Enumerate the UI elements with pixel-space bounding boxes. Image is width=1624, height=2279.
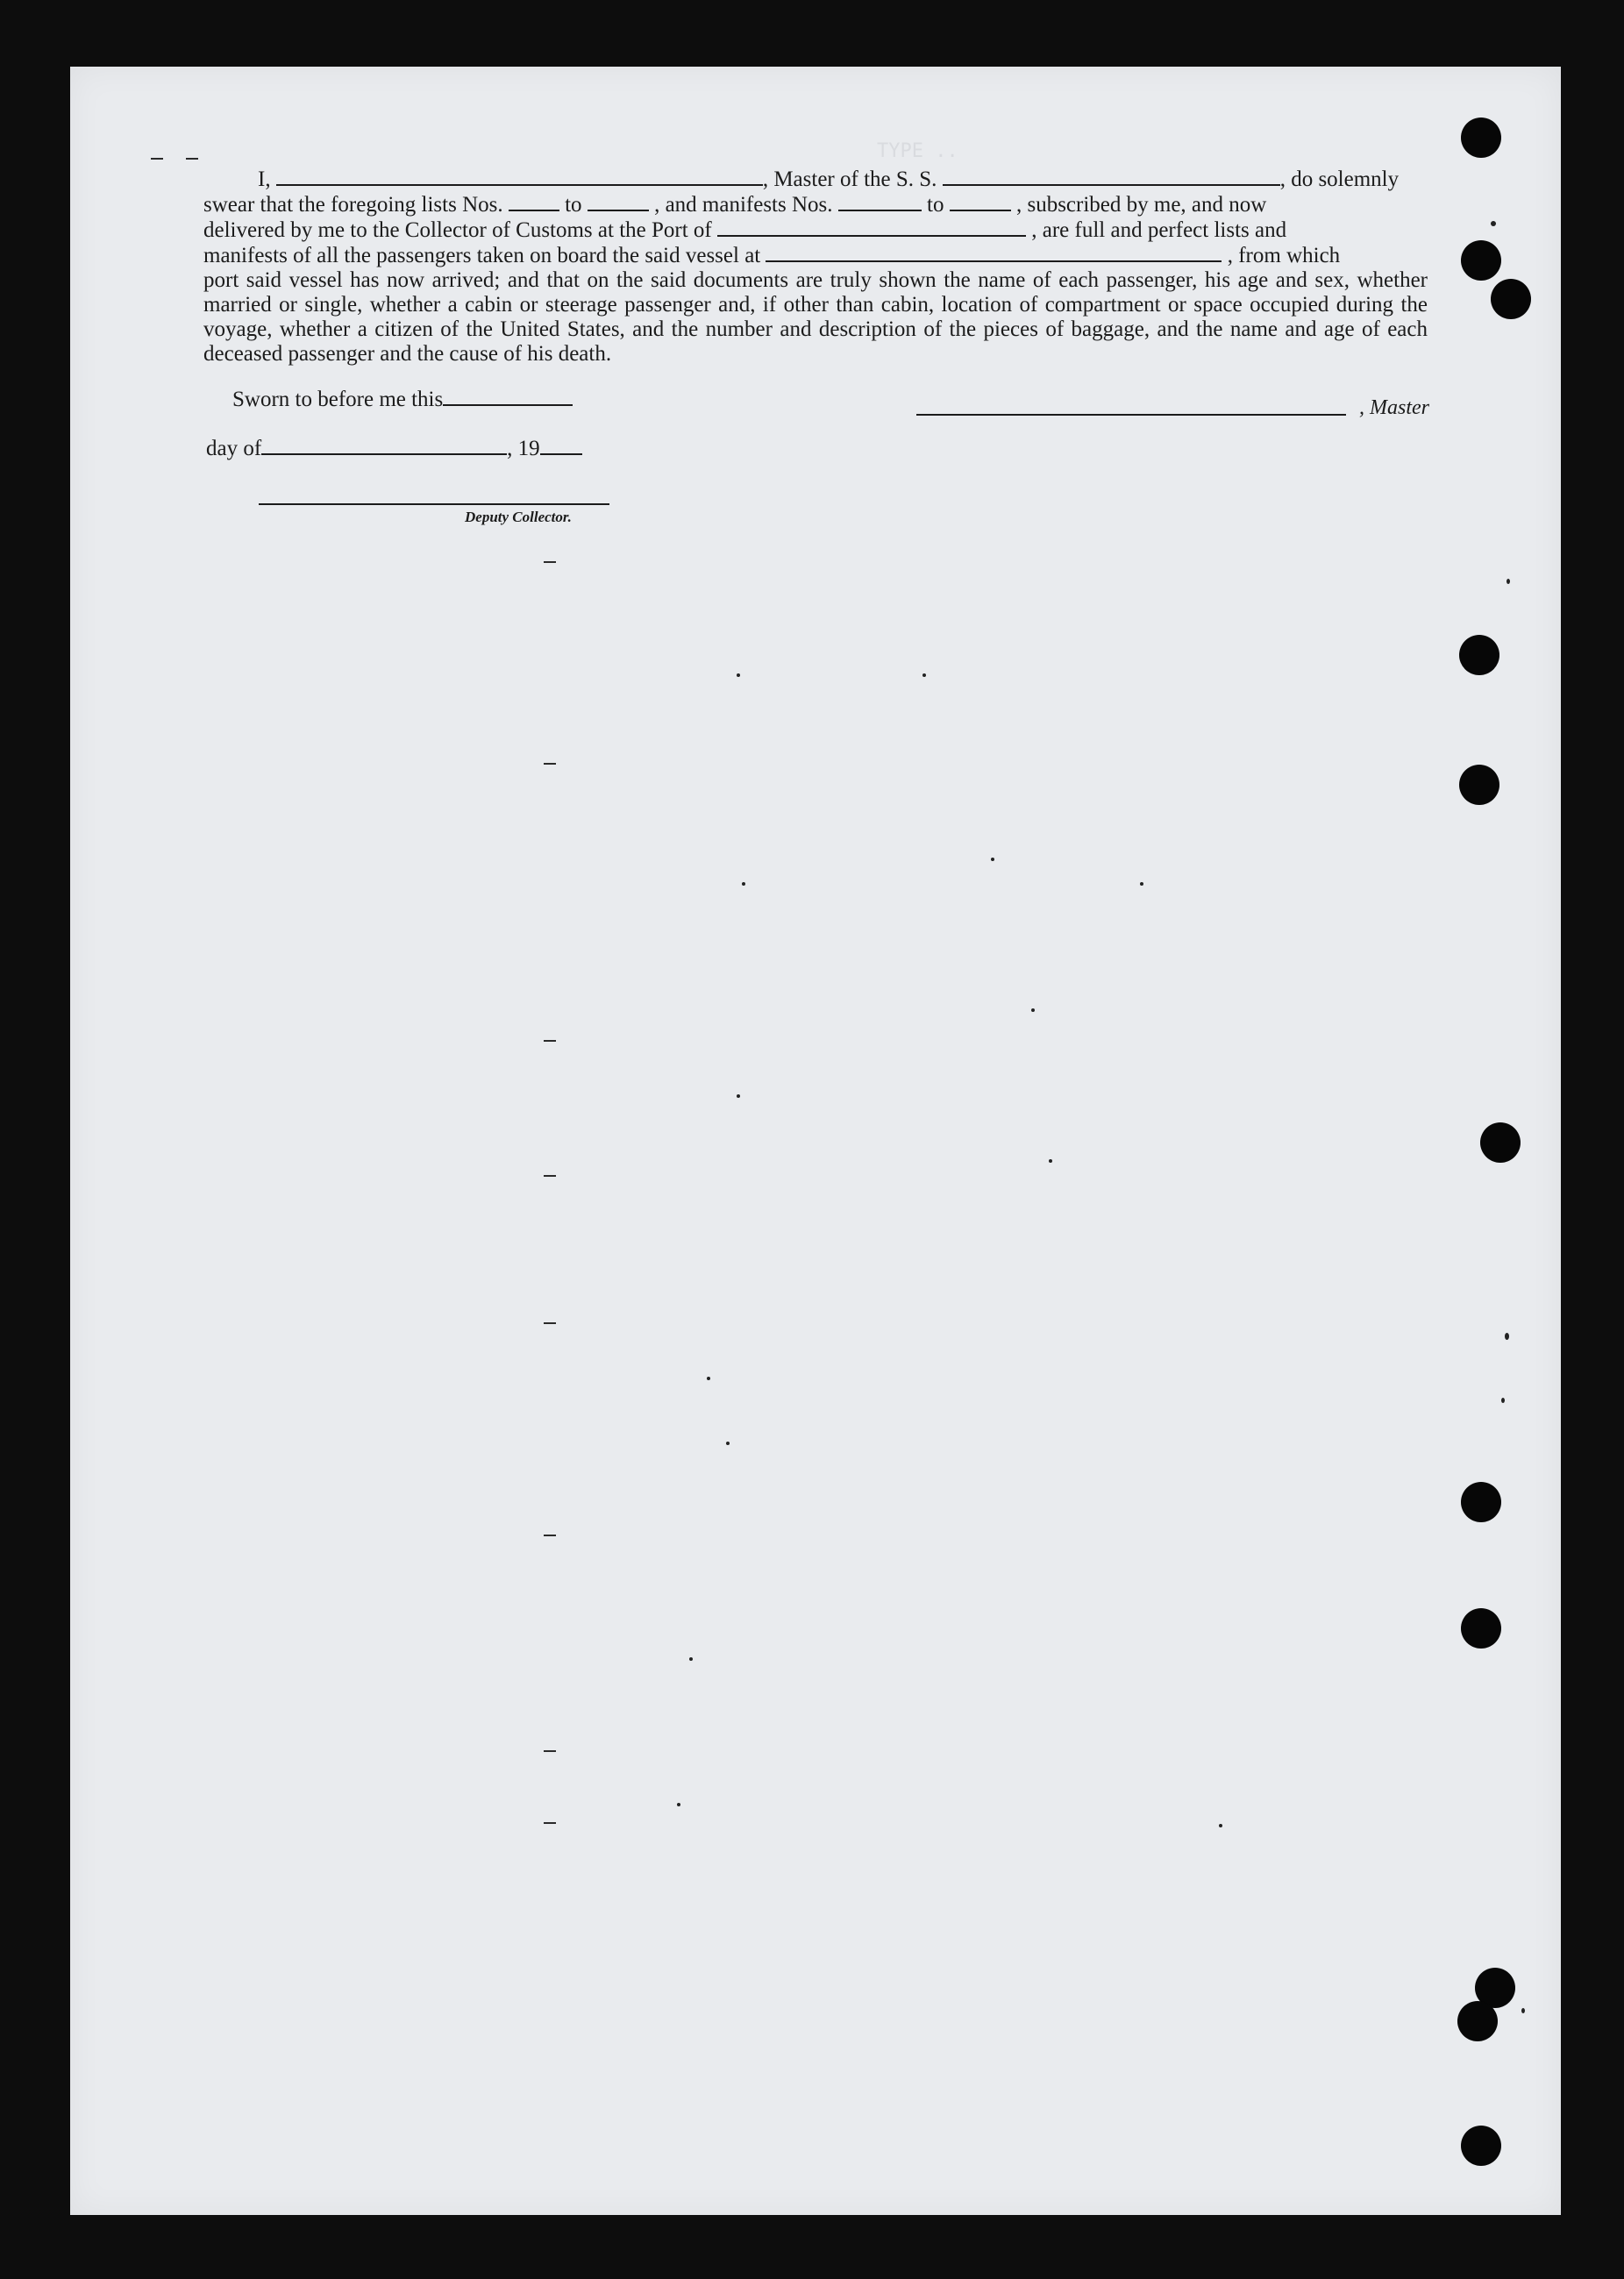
punch-hole (1459, 765, 1499, 805)
blank-sworn-day (443, 388, 573, 406)
punch-hole (1491, 279, 1531, 319)
speck (1049, 1159, 1052, 1163)
margin-dash (544, 1040, 556, 1042)
speck (689, 1657, 693, 1661)
margin-dash (544, 1822, 556, 1824)
speck (737, 1094, 740, 1098)
blank-manifests-to (950, 192, 1011, 211)
oath-solemnly: , do solemnly (1279, 167, 1400, 191)
oath-to-2: to (927, 193, 944, 217)
blank-month (261, 438, 507, 455)
oath-master-of: , Master of the S. S. (762, 167, 937, 191)
blank-manifests-from (838, 192, 922, 211)
speck (1505, 1333, 1509, 1340)
speck (1140, 882, 1143, 886)
punch-hole (1461, 1482, 1501, 1522)
master-label: , Master (1359, 396, 1429, 419)
blank-lists-to (588, 192, 649, 211)
oath-from-which: , from which (1227, 244, 1341, 267)
oath-line-2 (203, 192, 1428, 217)
blank-vessel-name (943, 167, 1280, 186)
year-prefix: , 19 (507, 437, 540, 460)
oath-paragraph (203, 167, 1428, 367)
blank-embark-port (766, 243, 1222, 262)
margin-dash (544, 763, 556, 765)
day-of-label: day of (206, 437, 262, 460)
punch-hole (1480, 1122, 1521, 1163)
margin-dash (544, 1175, 556, 1177)
master-signature-line (916, 414, 1346, 416)
speck (742, 882, 745, 886)
oath-collector: delivered by me to the Collector of Customs at the Port of (203, 218, 712, 242)
margin-dash (544, 561, 556, 563)
oath-to-1: to (565, 193, 582, 217)
speck (1219, 1824, 1222, 1827)
oath-lists-nos: swear that the foregoing lists Nos. (203, 193, 503, 217)
punch-hole (1461, 2126, 1501, 2166)
punch-hole (1457, 2001, 1498, 2041)
oath-full-lists: , are full and perfect lists and (1031, 218, 1287, 242)
punch-hole (1461, 118, 1501, 158)
day-of-line (206, 437, 582, 461)
margin-dash (186, 158, 198, 160)
oath-body-text: port said vessel has now arrived; and that on the said documents are truly shown the name of each passenger, his age and sex, whether married or single, whether a cabin or steerage passenger and, if other than cabin, location of compartment or space occupied during the voyage, whether a citizen of the United States, and the number and description of the pieces of baggage, and the name and age of each deceased passenger and the cause of his death. (203, 268, 1428, 366)
speck (1031, 1008, 1035, 1012)
bleed-through: TYPE .. (877, 140, 958, 162)
deputy-signature-line (259, 503, 609, 505)
oath-i: I, (258, 167, 271, 191)
speck (737, 673, 740, 677)
margin-dash (544, 1535, 556, 1536)
speck (922, 673, 926, 677)
blank-port (717, 217, 1026, 237)
blank-master-name (276, 167, 763, 186)
oath-manifests-nos: , and manifests Nos. (654, 193, 833, 217)
speck (707, 1377, 710, 1380)
oath-subscribed: , subscribed by me, and now (1015, 193, 1267, 217)
oath-line-1 (258, 167, 1428, 192)
speck (1521, 2008, 1525, 2013)
margin-dash (544, 1750, 556, 1752)
punch-hole (1461, 240, 1501, 281)
speck (1501, 1398, 1505, 1403)
speck (726, 1442, 730, 1445)
punch-hole (1461, 1608, 1501, 1649)
margin-dash (544, 1322, 556, 1324)
oath-line-4 (203, 243, 1428, 268)
margin-dash (151, 158, 163, 160)
deputy-collector-label: Deputy Collector. (465, 509, 572, 525)
speck (677, 1803, 680, 1806)
oath-manifests-all: manifests of all the passengers taken on board the said vessel at (203, 244, 761, 267)
speck (991, 858, 994, 861)
sworn-line (232, 388, 573, 412)
blank-lists-from (509, 192, 559, 211)
punch-hole (1459, 635, 1499, 675)
speck (1491, 221, 1496, 226)
speck (1506, 579, 1510, 584)
oath-line-3 (203, 217, 1428, 243)
sworn-label: Sworn to before me this (232, 388, 444, 411)
blank-year (540, 438, 582, 455)
